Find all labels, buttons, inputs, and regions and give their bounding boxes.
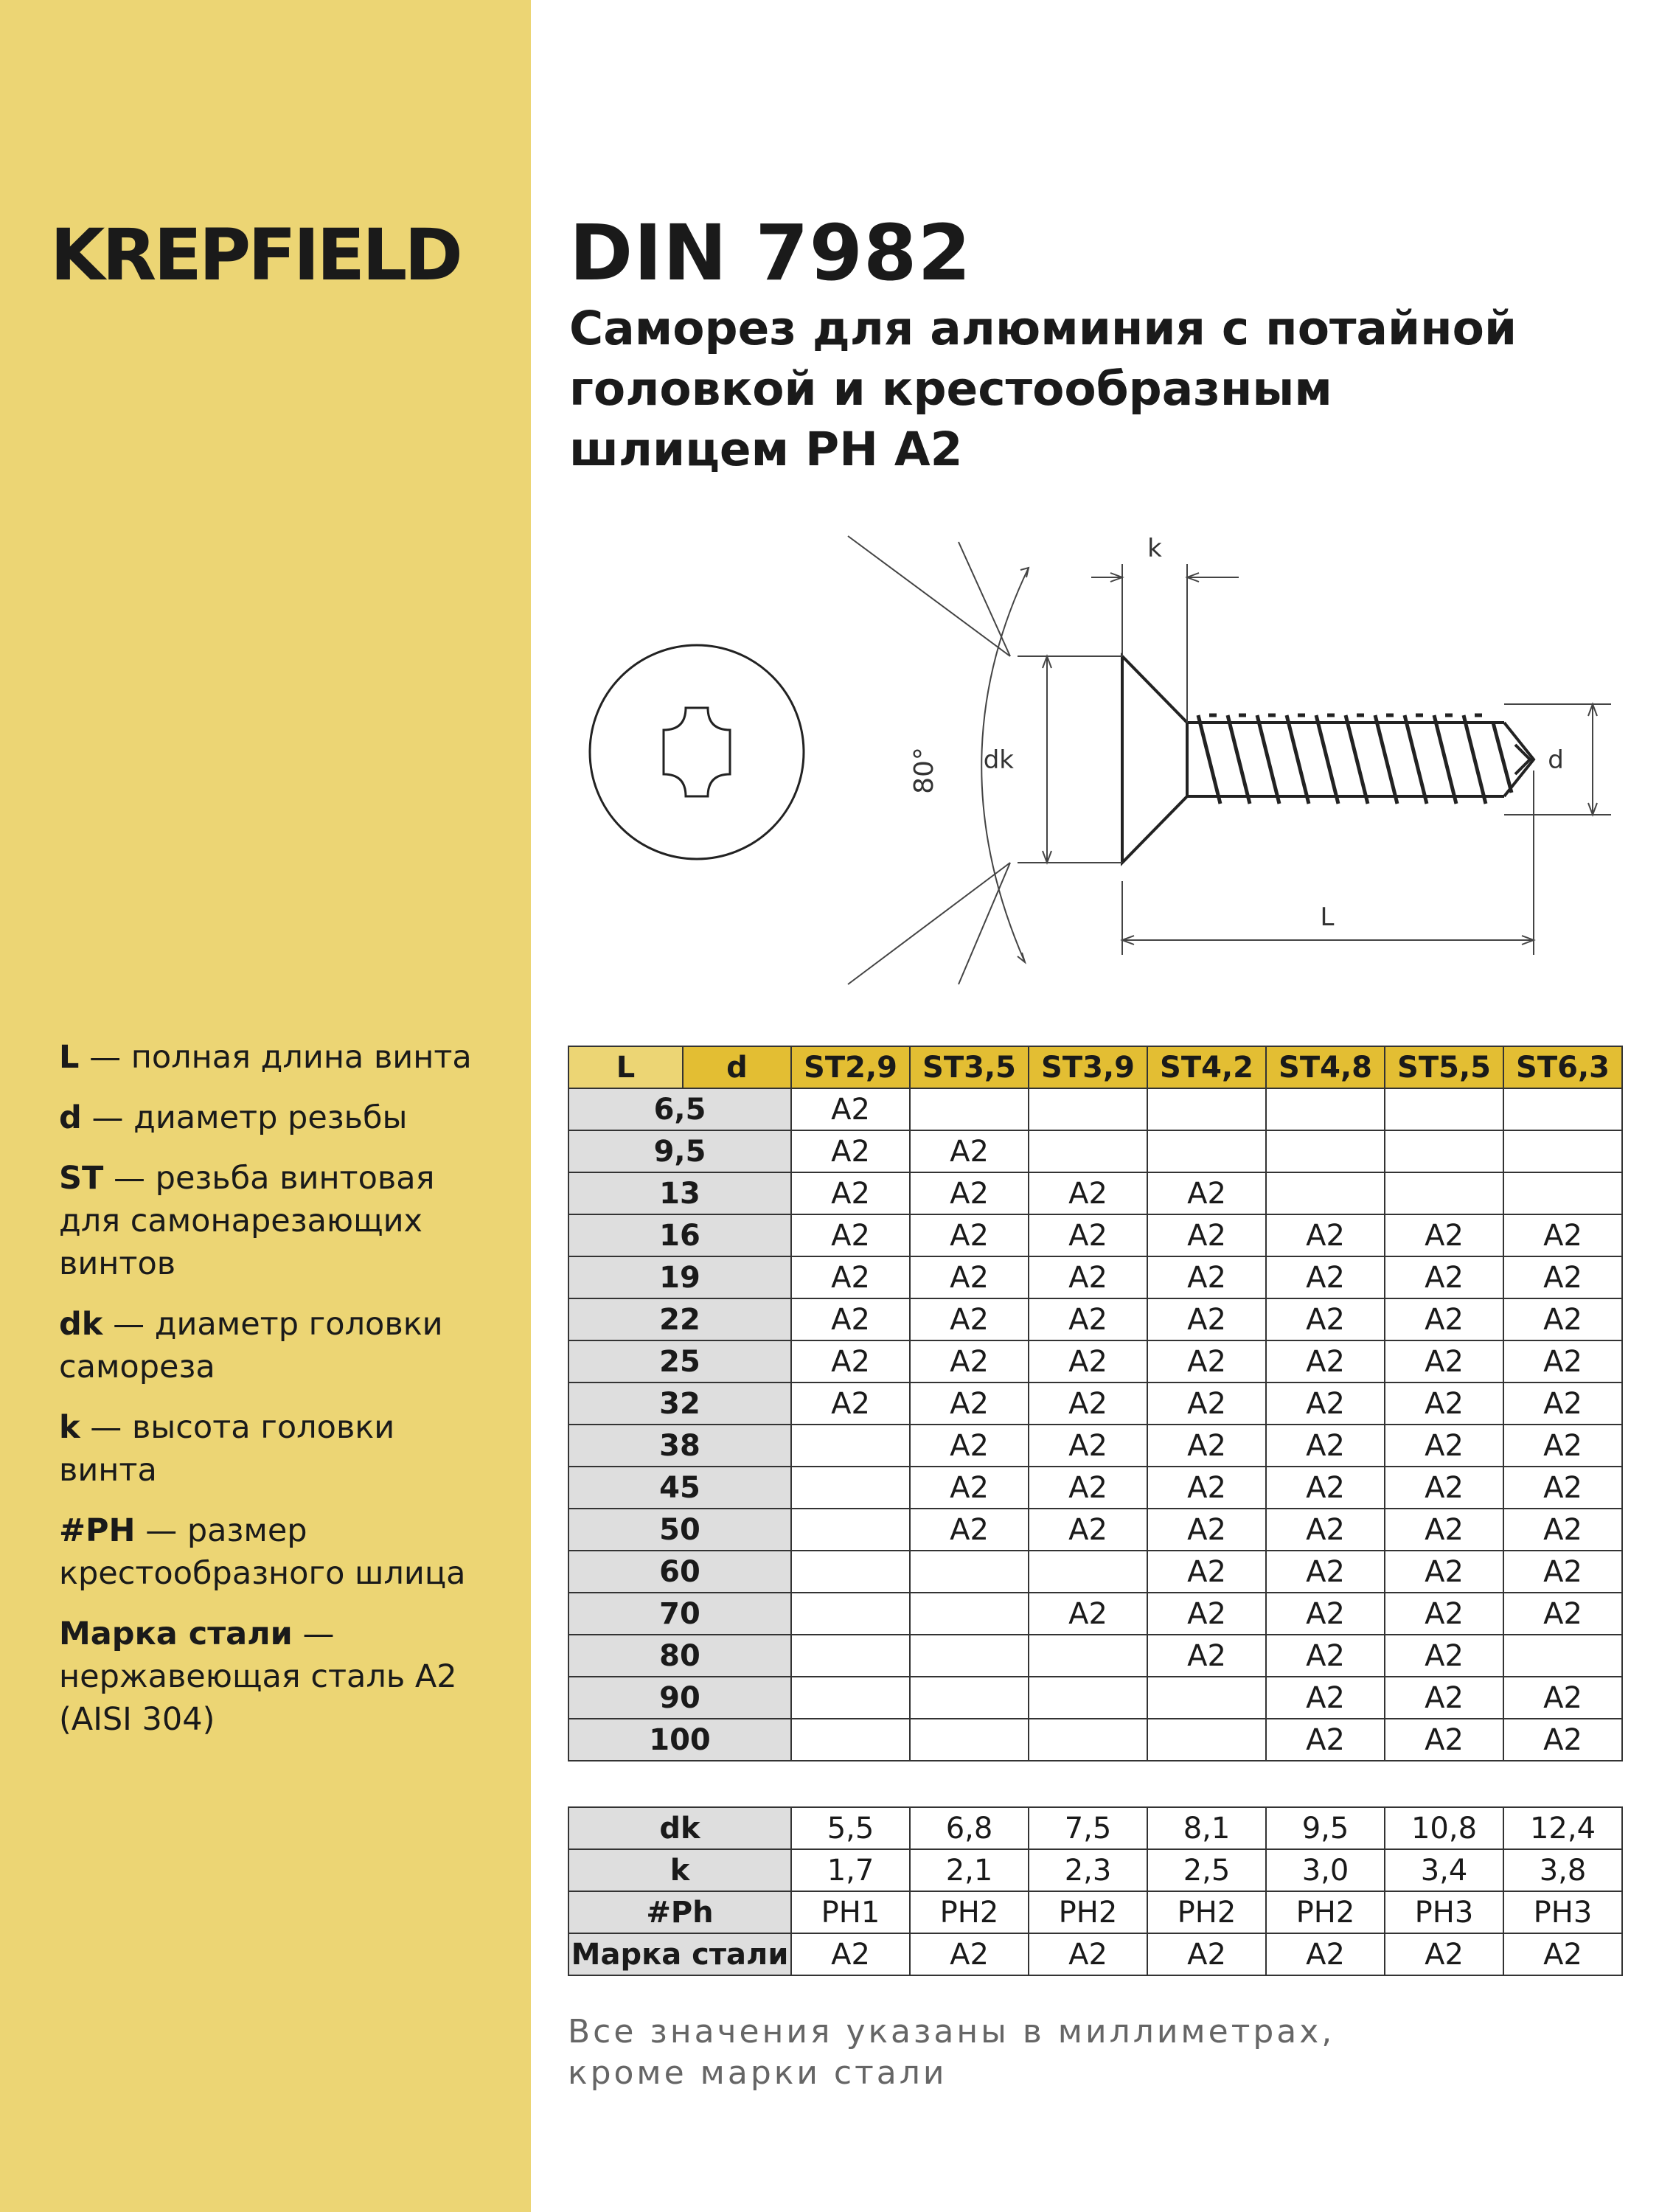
spec-table	[568, 1806, 1623, 1976]
table-cell: A2	[1029, 1509, 1147, 1551]
footnote-line: Все значения указаны в миллиметрах,	[568, 2013, 1335, 2051]
spec-cell: 1,7	[791, 1849, 910, 1891]
table-cell: A2	[791, 1130, 910, 1172]
legend-desc: диаметр головки самореза	[59, 1306, 443, 1385]
table-cell	[1029, 1677, 1147, 1719]
spec-cell: 8,1	[1147, 1807, 1266, 1849]
table-cell: A2	[1503, 1340, 1622, 1382]
table-cell: A2	[1385, 1677, 1503, 1719]
legend	[59, 1036, 501, 1759]
page-subtitle	[569, 299, 1601, 480]
column-header: ST4,8	[1266, 1046, 1385, 1088]
screw-diagram	[575, 527, 1644, 999]
table-cell	[1029, 1551, 1147, 1593]
spec-cell: 2,1	[910, 1849, 1029, 1891]
table-cell: A2	[1147, 1425, 1266, 1467]
table-cell: A2	[1147, 1340, 1266, 1382]
table-cell: A2	[1147, 1635, 1266, 1677]
table-row	[568, 1467, 1622, 1509]
table-cell	[1266, 1130, 1385, 1172]
row-length: 38	[568, 1425, 791, 1467]
head-top-view	[590, 645, 804, 859]
table-cell	[791, 1425, 910, 1467]
sidebar-panel	[0, 0, 531, 2212]
table-cell	[910, 1635, 1029, 1677]
table-row	[568, 1088, 1622, 1130]
table-cell: A2	[1029, 1425, 1147, 1467]
legend-item	[59, 1509, 501, 1595]
legend-separator: —	[89, 1039, 122, 1076]
table-cell: A2	[1147, 1214, 1266, 1256]
spec-cell: 7,5	[1029, 1807, 1147, 1849]
table-cell: A2	[1266, 1425, 1385, 1467]
legend-term: #PH	[59, 1512, 136, 1549]
table-cell	[1266, 1088, 1385, 1130]
screw-side-view	[1122, 656, 1534, 863]
table-cell: A2	[1385, 1214, 1503, 1256]
table-cell: A2	[1266, 1635, 1385, 1677]
table-cell: A2	[1266, 1340, 1385, 1382]
legend-separator: —	[302, 1615, 335, 1652]
row-length: 25	[568, 1340, 791, 1382]
subtitle-line: шлицем PH A2	[569, 422, 963, 476]
table-row	[568, 1509, 1622, 1551]
legend-desc: резьба винтовая для самонарезающих винтов	[59, 1160, 435, 1282]
table-row	[568, 1130, 1622, 1172]
row-length: 9,5	[568, 1130, 791, 1172]
table-row	[568, 1172, 1622, 1214]
table-cell	[1147, 1719, 1266, 1761]
table-cell: A2	[791, 1340, 910, 1382]
spec-cell: A2	[1147, 1933, 1266, 1975]
table-row	[568, 1298, 1622, 1340]
legend-item	[59, 1303, 501, 1388]
table-cell: A2	[1385, 1256, 1503, 1298]
row-length: 100	[568, 1719, 791, 1761]
table-row	[568, 1214, 1622, 1256]
table-cell: A2	[791, 1172, 910, 1214]
row-length: 19	[568, 1256, 791, 1298]
table-cell	[1147, 1130, 1266, 1172]
table-cell: A2	[1147, 1593, 1266, 1635]
table-cell	[791, 1551, 910, 1593]
table-cell: A2	[1503, 1214, 1622, 1256]
table-cell: A2	[1503, 1551, 1622, 1593]
table-cell: A2	[1385, 1635, 1503, 1677]
table-cell: A2	[791, 1088, 910, 1130]
angle-label: 80°	[909, 747, 939, 794]
table-cell	[1503, 1130, 1622, 1172]
table-cell: A2	[791, 1298, 910, 1340]
table-cell	[1147, 1088, 1266, 1130]
spec-cell: PH3	[1385, 1891, 1503, 1933]
table-row	[568, 1425, 1622, 1467]
table-cell: A2	[1147, 1256, 1266, 1298]
row-length: 45	[568, 1467, 791, 1509]
table-cell: A2	[1266, 1256, 1385, 1298]
legend-term: dk	[59, 1306, 103, 1343]
table-cell	[1147, 1677, 1266, 1719]
spec-cell: A2	[1029, 1933, 1147, 1975]
spec-cell: PH1	[791, 1891, 910, 1933]
legend-desc: высота головки винта	[59, 1409, 395, 1489]
table-cell: A2	[1266, 1467, 1385, 1509]
phillips-recess-icon	[664, 708, 730, 796]
legend-separator: —	[113, 1160, 145, 1197]
spec-cell: 10,8	[1385, 1807, 1503, 1849]
table-cell: A2	[1147, 1172, 1266, 1214]
table-cell: A2	[791, 1214, 910, 1256]
table-cell: A2	[1503, 1298, 1622, 1340]
header-L: L	[568, 1046, 683, 1088]
header-d: d	[683, 1046, 791, 1088]
legend-term: L	[59, 1039, 80, 1076]
table-cell: A2	[910, 1172, 1029, 1214]
row-length: 70	[568, 1593, 791, 1635]
legend-term: ST	[59, 1160, 104, 1197]
table-cell	[1029, 1088, 1147, 1130]
row-length: 32	[568, 1382, 791, 1425]
table-cell	[910, 1677, 1029, 1719]
spec-cell: 2,3	[1029, 1849, 1147, 1891]
table-cell: A2	[1385, 1340, 1503, 1382]
table-cell	[1029, 1719, 1147, 1761]
table-cell: A2	[1503, 1382, 1622, 1425]
spec-cell: 12,4	[1503, 1807, 1622, 1849]
table-cell: A2	[1266, 1551, 1385, 1593]
footnote-line: кроме марки стали	[568, 2054, 947, 2092]
spec-cell: 2,5	[1147, 1849, 1266, 1891]
availability-table	[568, 1046, 1623, 1761]
spec-cell: PH2	[1029, 1891, 1147, 1933]
spec-cell: 5,5	[791, 1807, 910, 1849]
spec-cell: PH2	[910, 1891, 1029, 1933]
spec-cell: A2	[791, 1933, 910, 1975]
table-cell	[791, 1677, 910, 1719]
footnote	[568, 2011, 1335, 2094]
spec-cell: 6,8	[910, 1807, 1029, 1849]
table-cell: A2	[1029, 1172, 1147, 1214]
table-cell: A2	[910, 1298, 1029, 1340]
table-cell	[791, 1593, 910, 1635]
table-cell: A2	[1029, 1214, 1147, 1256]
row-length: 6,5	[568, 1088, 791, 1130]
thread-lines	[1198, 715, 1512, 804]
table-cell: A2	[1029, 1298, 1147, 1340]
table-cell	[1503, 1088, 1622, 1130]
column-header: ST6,3	[1503, 1046, 1622, 1088]
spec-cell: 3,8	[1503, 1849, 1622, 1891]
table-cell	[1503, 1172, 1622, 1214]
label-d: d	[1548, 745, 1564, 775]
table-row	[568, 1551, 1622, 1593]
table-cell: A2	[1266, 1677, 1385, 1719]
spec-cell: PH3	[1503, 1891, 1622, 1933]
legend-item	[59, 1613, 501, 1741]
spec-label: k	[568, 1849, 791, 1891]
spec-cell: PH2	[1147, 1891, 1266, 1933]
spec-cell: 3,4	[1385, 1849, 1503, 1891]
table-cell: A2	[1385, 1551, 1503, 1593]
table-row	[568, 1382, 1622, 1425]
spec-cell: A2	[910, 1933, 1029, 1975]
spec-label: dk	[568, 1807, 791, 1849]
page-title: DIN 7982	[569, 208, 972, 298]
label-dk: dk	[983, 745, 1014, 775]
table-cell: A2	[1503, 1256, 1622, 1298]
table-cell: A2	[1385, 1382, 1503, 1425]
table-cell	[1503, 1635, 1622, 1677]
legend-separator: —	[113, 1306, 145, 1343]
subtitle-line: головкой и крестообразным	[569, 362, 1332, 416]
table-cell: A2	[1503, 1593, 1622, 1635]
spec-row	[568, 1933, 1622, 1975]
spec-cell: A2	[1385, 1933, 1503, 1975]
label-L: L	[1320, 902, 1335, 932]
table-cell: A2	[910, 1382, 1029, 1425]
table-cell: A2	[1147, 1298, 1266, 1340]
legend-desc: размер крестообразного шлица	[59, 1512, 466, 1592]
legend-term: Марка стали	[59, 1615, 293, 1652]
table-cell: A2	[791, 1382, 910, 1425]
legend-desc: нержавеющая сталь A2 (AISI 304)	[59, 1658, 457, 1738]
table-row	[568, 1340, 1622, 1382]
table-row	[568, 1256, 1622, 1298]
row-length: 22	[568, 1298, 791, 1340]
table-cell: A2	[1503, 1425, 1622, 1467]
table-cell: A2	[910, 1425, 1029, 1467]
legend-separator: —	[91, 1099, 124, 1136]
legend-desc: диаметр резьбы	[133, 1099, 408, 1136]
row-length: 16	[568, 1214, 791, 1256]
table-cell: A2	[1385, 1467, 1503, 1509]
table-cell: A2	[1147, 1467, 1266, 1509]
table-cell: A2	[910, 1214, 1029, 1256]
legend-item	[59, 1096, 501, 1139]
spec-label: #Ph	[568, 1891, 791, 1933]
spec-row	[568, 1849, 1622, 1891]
legend-item	[59, 1036, 501, 1079]
row-length: 50	[568, 1509, 791, 1551]
spec-label: Марка стали	[568, 1933, 791, 1975]
table-cell: A2	[1385, 1719, 1503, 1761]
table-cell	[791, 1509, 910, 1551]
table-cell: A2	[1029, 1593, 1147, 1635]
legend-term: k	[59, 1409, 80, 1446]
table-cell: A2	[1029, 1382, 1147, 1425]
table-cell: A2	[910, 1130, 1029, 1172]
spec-cell: 3,0	[1266, 1849, 1385, 1891]
table-header-row	[568, 1046, 1622, 1088]
row-length: 13	[568, 1172, 791, 1214]
table-cell: A2	[1029, 1256, 1147, 1298]
brand-logo: KREPFIELD	[50, 214, 460, 296]
table-cell: A2	[910, 1340, 1029, 1382]
dimensions	[1018, 564, 1611, 955]
spec-cell: A2	[1266, 1933, 1385, 1975]
table-cell: A2	[910, 1509, 1029, 1551]
table-cell: A2	[1147, 1551, 1266, 1593]
table-cell: A2	[1147, 1382, 1266, 1425]
table-cell	[910, 1551, 1029, 1593]
column-header: ST4,2	[1147, 1046, 1266, 1088]
table-cell: A2	[1266, 1382, 1385, 1425]
legend-term: d	[59, 1099, 82, 1136]
table-cell	[791, 1467, 910, 1509]
row-length: 80	[568, 1635, 791, 1677]
table-row	[568, 1719, 1622, 1761]
table-cell: A2	[1503, 1467, 1622, 1509]
table-cell: A2	[1385, 1593, 1503, 1635]
table-cell	[1029, 1635, 1147, 1677]
table-cell: A2	[1503, 1719, 1622, 1761]
table-cell	[910, 1719, 1029, 1761]
table-cell: A2	[791, 1256, 910, 1298]
legend-item	[59, 1157, 501, 1285]
legend-desc: полная длина винта	[131, 1039, 472, 1076]
column-header: ST3,5	[910, 1046, 1029, 1088]
table-cell: A2	[1503, 1677, 1622, 1719]
table-cell	[1385, 1130, 1503, 1172]
table-row	[568, 1677, 1622, 1719]
table-cell: A2	[1503, 1509, 1622, 1551]
table-cell	[910, 1088, 1029, 1130]
table-row	[568, 1593, 1622, 1635]
subtitle-line: Саморез для алюминия с потайной	[569, 302, 1517, 355]
screw-drawing	[575, 527, 1644, 1002]
column-header: ST5,5	[1385, 1046, 1503, 1088]
table-cell: A2	[1385, 1509, 1503, 1551]
table-cell	[791, 1719, 910, 1761]
table-cell: A2	[1266, 1593, 1385, 1635]
table-cell: A2	[1385, 1298, 1503, 1340]
table-cell: A2	[1266, 1214, 1385, 1256]
table-cell: A2	[1385, 1425, 1503, 1467]
legend-item	[59, 1406, 501, 1492]
spec-row	[568, 1891, 1622, 1933]
table-cell: A2	[1266, 1509, 1385, 1551]
table-row	[568, 1635, 1622, 1677]
table-cell	[791, 1635, 910, 1677]
table-cell	[1385, 1172, 1503, 1214]
row-length: 90	[568, 1677, 791, 1719]
table-cell: A2	[1266, 1298, 1385, 1340]
table-cell	[1029, 1130, 1147, 1172]
spec-cell: A2	[1503, 1933, 1622, 1975]
legend-separator: —	[145, 1512, 178, 1549]
table-cell	[1266, 1172, 1385, 1214]
table-cell: A2	[1029, 1340, 1147, 1382]
table-cell: A2	[910, 1467, 1029, 1509]
table-cell: A2	[1029, 1467, 1147, 1509]
column-header: ST2,9	[791, 1046, 910, 1088]
spec-cell: PH2	[1266, 1891, 1385, 1933]
table-cell	[910, 1593, 1029, 1635]
label-k: k	[1147, 534, 1162, 563]
table-cell: A2	[910, 1256, 1029, 1298]
table-cell: A2	[1147, 1509, 1266, 1551]
spec-cell: 9,5	[1266, 1807, 1385, 1849]
column-header: ST3,9	[1029, 1046, 1147, 1088]
legend-separator: —	[90, 1409, 122, 1446]
spec-row	[568, 1807, 1622, 1849]
table-cell: A2	[1266, 1719, 1385, 1761]
table-cell	[1385, 1088, 1503, 1130]
row-length: 60	[568, 1551, 791, 1593]
